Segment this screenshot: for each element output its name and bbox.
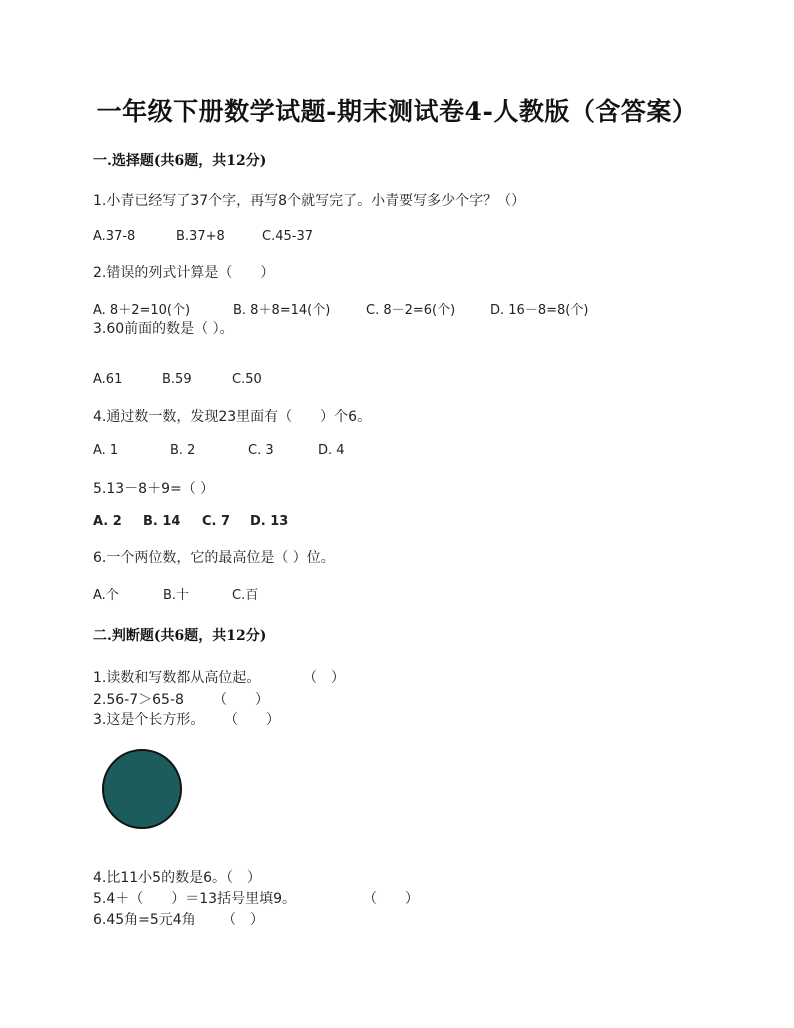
option-a: A.37-8 (93, 229, 136, 244)
question-text: 2.56-7＞65-8 (93, 692, 184, 708)
question-text: 3.60前面的数是（ ）。 (93, 321, 234, 337)
option-b: B.十 (163, 588, 190, 603)
question-text: 6.一个两位数，它的最高位是（ ）位。 (93, 550, 335, 566)
section-heading-choice: 一.选择题(共6题，共12分) (93, 153, 267, 169)
option-b: B.37+8 (176, 229, 225, 244)
option-a: A. 8＋2=10(个) (93, 303, 191, 318)
option-b: B.59 (162, 372, 192, 387)
option-c: C. 3 (248, 443, 274, 458)
option-d: D. 13 (250, 514, 289, 529)
question-text: 1.小青已经写了37个字，再写8个就写完了。小青要写多少个字？（） (93, 193, 526, 209)
question-text: 1.读数和写数都从高位起。 (93, 670, 261, 686)
option-c: C.45-37 (262, 229, 313, 244)
question-text: 4.比11小5的数是6。（ ） (93, 870, 261, 886)
option-b: B. 8＋8=14(个) (233, 303, 331, 318)
question-text: 6.45角=5元4角 (93, 912, 196, 928)
option-c: C. 7 (202, 514, 231, 529)
option-a: A.个 (93, 588, 119, 603)
answer-blank: （ ） (363, 891, 419, 907)
teal-circle-figure (102, 749, 182, 829)
page-title: 一年级下册数学试题-期末测试卷4-人教版（含答案） (96, 97, 698, 126)
option-d: D. 16－8=8(个) (490, 303, 589, 318)
question-text: 2.错误的列式计算是（ ） (93, 265, 275, 281)
answer-blank: （ ） (303, 670, 345, 686)
option-a: A. 1 (93, 443, 119, 458)
option-a: A.61 (93, 372, 123, 387)
answer-blank: （ ） (213, 692, 269, 708)
option-a: A. 2 (93, 514, 122, 529)
option-c: C.百 (232, 588, 259, 603)
question-text: 3.这是个长方形。 (93, 712, 205, 728)
section-heading-judgment: 二.判断题(共6题，共12分) (93, 628, 267, 644)
option-b: B. 2 (170, 443, 196, 458)
answer-blank: （ ） (222, 912, 264, 928)
question-text: 4.通过数一数，发现23里面有（ ）个6。 (93, 409, 372, 425)
option-b: B. 14 (143, 514, 181, 529)
answer-blank: （ ） (224, 712, 280, 728)
question-text: 5.13－8＋9=（ ） (93, 481, 215, 497)
option-c: C.50 (232, 372, 262, 387)
option-c: C. 8－2=6(个) (366, 303, 456, 318)
option-d: D. 4 (318, 443, 345, 458)
question-text: 5.4＋（ ）＝13括号里填9。 (93, 891, 296, 907)
